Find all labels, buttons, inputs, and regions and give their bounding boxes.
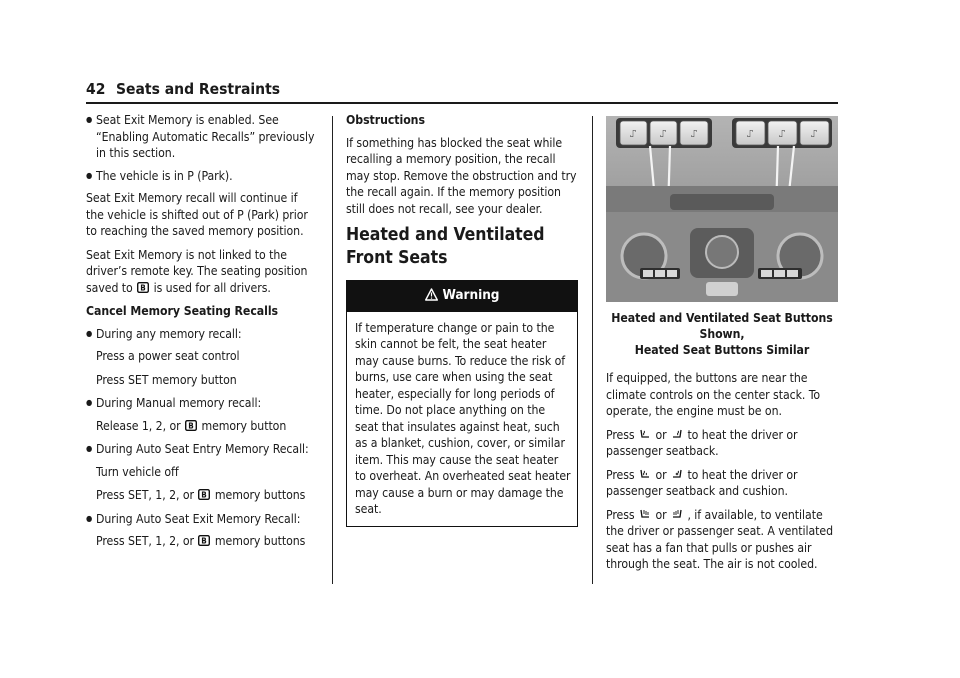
text-run: , if available, to ventilate the driver or passenger seat. A ventilated seat has a fan that pulls or pushes air through the seat. The air is not cooled. xyxy=(606,507,834,571)
sub-item xyxy=(96,418,318,435)
warning-text: If temperature change or pain to the skin cannot be felt, the seat heater may cause burns. To reduce the risk of burns, use care when using the seat heater, especially for long periods of time. Do not place anything on the seat that insulates against heat, such as a blanket, cushion, cover, or similar item. This may cause the seat heater to overheat. An overheated seat heater may cause a burn or may damage the seat. xyxy=(355,320,571,516)
svg-text:B: B xyxy=(201,536,208,546)
heated-seat-icon xyxy=(671,469,683,480)
text-run: or xyxy=(655,467,667,482)
list-item: ● During Auto Seat Exit Memory Recall: xyxy=(86,511,318,528)
text-run: Press SET, 1, 2, or xyxy=(96,488,194,502)
heated-seat-icon xyxy=(639,469,651,480)
warning-header xyxy=(347,281,577,312)
paragraph xyxy=(606,467,838,500)
paragraph: If something has blocked the seat while recalling a memory position, the recall may stop. Remove the obstruction and try the recall again. If the memory position still does not recall, see your dealer. xyxy=(346,135,577,216)
figure-caption xyxy=(606,310,838,358)
svg-text:B: B xyxy=(140,282,146,292)
text-run: is used for all drivers. xyxy=(153,280,271,295)
list-item: ● During Manual memory recall: xyxy=(86,395,318,412)
sub-item: Press SET memory button xyxy=(96,372,237,387)
column-2 xyxy=(346,112,578,527)
paragraph xyxy=(86,247,318,297)
sub-item xyxy=(96,487,318,504)
column-divider-1 xyxy=(332,116,333,584)
list-item: ● Seat Exit Memory is enabled. See “Enabling Automatic Recalls” previously in this section. xyxy=(86,112,318,162)
svg-text:⑀: ⑀ xyxy=(811,129,817,140)
seat-buttons-photo xyxy=(606,116,838,302)
memory-b-icon xyxy=(198,489,210,500)
paragraph: If equipped, the buttons are near the climate controls on the center stack. To operate, the engine must be on. xyxy=(606,371,820,418)
caption-line: Heated Seat Buttons Similar xyxy=(634,343,810,357)
warning-triangle-icon xyxy=(425,288,438,306)
caption-line: Heated and Ventilated Seat Buttons Shown, xyxy=(611,311,833,341)
svg-text:B: B xyxy=(201,490,208,500)
page-number: 42 xyxy=(86,80,106,98)
sub-item: Turn vehicle off xyxy=(96,464,179,479)
text-run: Seat Exit Memory is not linked to the driver’s remote key. The seating position saved to xyxy=(86,247,308,295)
text-run: memory buttons xyxy=(214,488,306,502)
svg-text:⑀: ⑀ xyxy=(747,129,753,140)
sub-item xyxy=(96,533,318,550)
svg-text:⑀: ⑀ xyxy=(660,129,666,140)
text-run: or xyxy=(655,427,667,442)
text-run: memory buttons xyxy=(214,534,306,548)
text-run: Release 1, 2, or xyxy=(96,418,181,433)
svg-text:⑀: ⑀ xyxy=(630,129,636,140)
text-run: or xyxy=(655,507,667,522)
list-item: ● During any memory recall: xyxy=(86,326,318,343)
text-run: Press xyxy=(606,507,635,522)
section-title: Seats and Restraints xyxy=(116,80,281,98)
text-run: Press xyxy=(606,467,635,482)
warning-box xyxy=(346,280,578,527)
text-run: Press xyxy=(606,427,635,442)
ventilated-seat-icon xyxy=(639,509,651,520)
list-item: ● The vehicle is in P (Park). xyxy=(86,168,318,185)
list-item: ● During Auto Seat Entry Memory Recall: xyxy=(86,441,318,458)
column-3 xyxy=(606,304,838,580)
ventilated-seat-icon xyxy=(671,509,683,520)
paragraph xyxy=(606,507,838,573)
memory-b-icon xyxy=(137,282,149,293)
heated-seatback-icon xyxy=(671,429,683,440)
subheading: Obstructions xyxy=(346,113,425,127)
subheading: Cancel Memory Seating Recalls xyxy=(86,304,279,318)
text-run: Press SET, 1, 2, or xyxy=(96,534,194,548)
column-1 xyxy=(86,112,318,557)
column-divider-2 xyxy=(592,116,593,584)
text-run: to heat the driver or passenger seatback and cushion. xyxy=(606,467,798,498)
memory-b-icon xyxy=(185,420,197,431)
paragraph xyxy=(606,427,838,460)
text-run: memory button xyxy=(201,418,287,433)
heated-seatback-icon xyxy=(639,429,651,440)
sub-item: Press a power seat control xyxy=(96,349,240,363)
warning-label: Warning xyxy=(442,287,500,303)
section-heading: Heated and Ventilated Front Seats xyxy=(346,225,545,268)
paragraph: Seat Exit Memory recall will continue if the vehicle is shifted out of P (Park) prior to reaching the saved memory position. xyxy=(86,191,308,238)
memory-b-icon xyxy=(198,535,210,546)
svg-text:B: B xyxy=(188,420,194,430)
svg-text:⑀: ⑀ xyxy=(691,129,697,140)
text-run: to heat the driver or passenger seatback. xyxy=(606,427,798,458)
svg-text:⑀: ⑀ xyxy=(779,129,785,140)
header-rule xyxy=(86,102,838,104)
